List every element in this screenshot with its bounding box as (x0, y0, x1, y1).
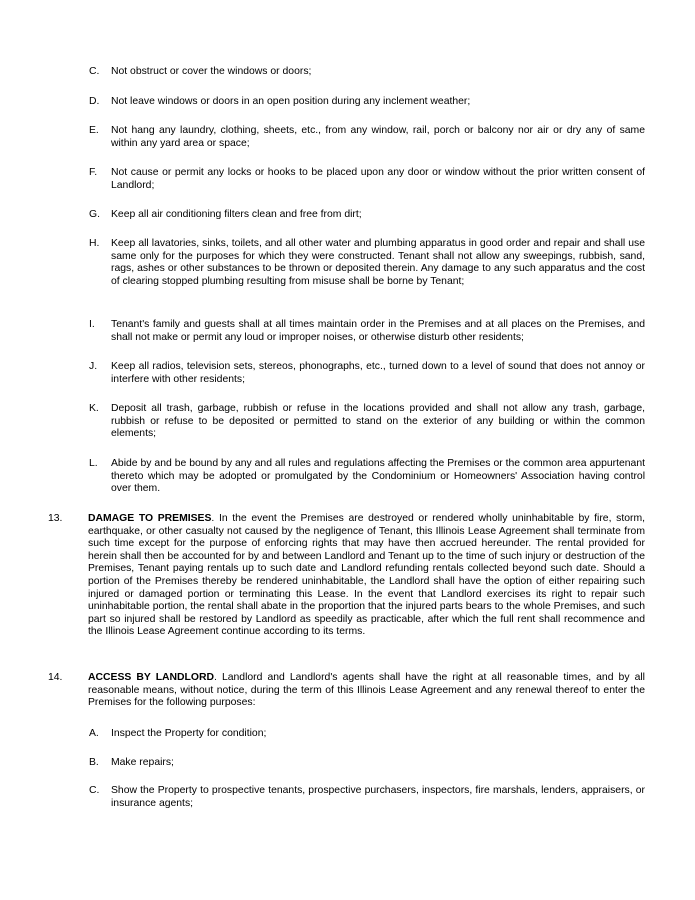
item-text: Not cause or permit any locks or hooks to be placed upon any door or window without the prior written consent of Landlord; (111, 167, 645, 191)
item-letter: C. (89, 785, 100, 796)
item-letter: K. (89, 403, 99, 414)
item-text: Not obstruct or cover the windows or doors; (111, 66, 312, 77)
item-text: Inspect the Property for condition; (111, 728, 267, 739)
list-item-c (89, 66, 645, 79)
list-item-j (89, 361, 645, 386)
item-letter: J. (89, 361, 98, 372)
item-text: Not hang any laundry, clothing, sheets, etc., from any window, rail, porch or balcony nor air or dry any of same within any yard area or space; (111, 125, 645, 149)
section-body (48, 513, 645, 639)
list-item-g (89, 209, 645, 222)
section-text: . In the event the Premises are destroyed or rendered wholly uninhabitable by fire, storm, earthquake, or other casualty not caused by the negligence of Tenant, this Illinois Lease Agreement shall terminate from such time except for the purpose of enforcing rights that may have then accrued hereunder. The rental provided for herein shall then be accounted for by and between Landlord and Tenant up to the time of such injury or destruction of the Premises, Tenant paying rentals up to such date and Landlord refunding rentals collected beyond such date. Should a portion of the Premises thereby be rendered uninhabitable, the Landlord shall have the option of either repairing such injured or damaged portion or terminating this Lease. In the event that Landlord exercises its right to repair such uninhabitable portion, the rental shall abate in the proportion that the injured parts bears to the whole Premises, and such part so injured shall be restored by Landlord as speedily as practicable, after which the full rent shall recommence and the Illinois Lease Agreement continue according to its terms. (88, 513, 645, 638)
section-14 (48, 672, 645, 710)
list-item-i (89, 319, 645, 344)
item-text: Show the Property to prospective tenants, prospective purchasers, inspectors, fire marshals, lenders, appraisers, or insurance agents; (111, 785, 645, 809)
list-item-e (89, 125, 645, 150)
item-letter: C. (89, 66, 100, 77)
item-letter: G. (89, 209, 100, 220)
item-letter: H. (89, 238, 100, 249)
item-letter: A. (89, 728, 99, 739)
item-letter: B. (89, 757, 99, 768)
item-text: Keep all lavatories, sinks, toilets, and all other water and plumbing apparatus in good order and repair and shall use same only for the purposes for which they were constructed. Tenant shall not allow any sweepings, rubbish, sand, rags, ashes or other substances to be thrown or deposited therein. Any damage to any such apparatus and the cost of clearing stopped plumbing resulting from misuse shall be borne by Tenant; (111, 238, 645, 287)
item-text: Tenant's family and guests shall at all times maintain order in the Premises and at all places on the Premises, and shall not make or permit any loud or improper noises, or otherwise disturb other residents; (111, 319, 645, 343)
item-text: Make repairs; (111, 757, 174, 768)
item-text: Abide by and be bound by any and all rules and regulations affecting the Premises or the common area appurtenant thereto which may be adopted or promulgated by the Condominium or Homeowners' Association having control over them. (111, 458, 645, 495)
section-heading: ACCESS BY LANDLORD (88, 672, 214, 683)
item-letter: D. (89, 96, 100, 107)
section-heading: DAMAGE TO PREMISES (88, 513, 212, 524)
section-number: 13. (48, 513, 63, 524)
item-text: Keep all air conditioning filters clean and free from dirt; (111, 209, 362, 220)
list-item-k (89, 403, 645, 441)
item-letter: E. (89, 125, 99, 136)
list-item-a (89, 728, 645, 741)
list-item-h (89, 238, 645, 288)
item-letter: L. (89, 458, 98, 469)
item-text: Keep all radios, television sets, stereos, phonographs, etc., turned down to a level of sound that does not annoy or interfere with other residents; (111, 361, 645, 385)
list-item-f (89, 167, 645, 192)
section-body (48, 672, 645, 710)
list-item-c-access (89, 785, 645, 810)
section-13 (48, 513, 645, 639)
list-item-b (89, 757, 645, 770)
item-text: Deposit all trash, garbage, rubbish or refuse in the locations provided and shall not allow any trash, garbage, rubbish or refuse to be deposited or permitted to stand on the exterior of any building or within the common elements; (111, 403, 645, 440)
item-letter: I. (89, 319, 95, 330)
item-letter: F. (89, 167, 98, 178)
section-text: . Landlord and Landlord's agents shall have the right at all reasonable times, and by all reasonable means, without notice, during the term of this Illinois Lease Agreement and any renewal thereof to enter the Premises for the following purposes: (88, 672, 645, 709)
section-number: 14. (48, 672, 63, 683)
list-item-l (89, 458, 645, 496)
list-item-d (89, 96, 645, 109)
item-text: Not leave windows or doors in an open position during any inclement weather; (111, 96, 471, 107)
